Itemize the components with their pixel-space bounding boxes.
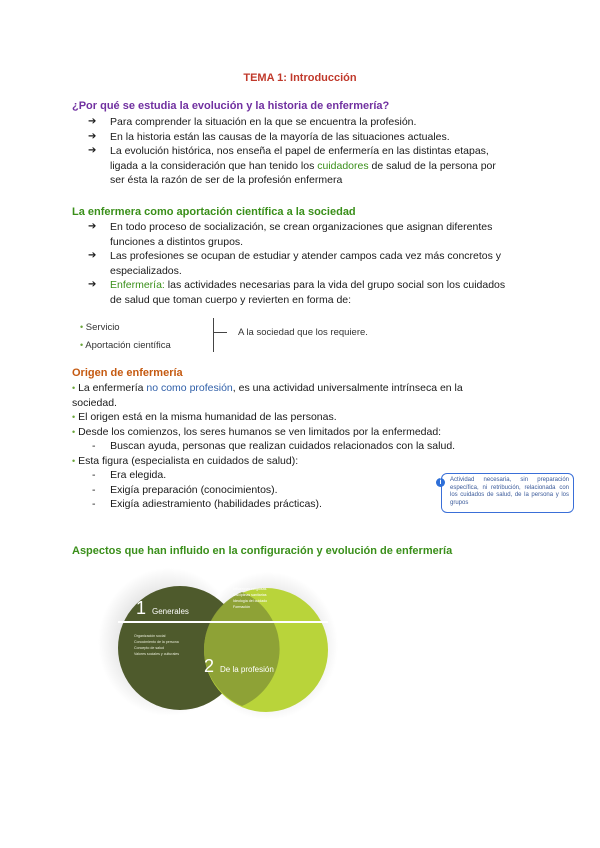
bullet-icon: • xyxy=(80,322,84,332)
generales-number: 1 xyxy=(136,598,147,618)
section1-list xyxy=(88,115,528,188)
enfermeria-term: Enfermería: xyxy=(110,279,165,291)
list-item: ➔ Las profesiones se ocupan de estudiar y atender campos cada vez más concretos y especializados. xyxy=(88,250,502,277)
section4-heading: Aspectos que han influido en la configuración y evolución de enfermería xyxy=(72,545,453,557)
arrow-icon: ➔ xyxy=(88,130,97,142)
list-item: Influencias religiosas xyxy=(233,587,267,591)
info-icon[interactable]: i xyxy=(436,478,445,487)
generales-label: Generales xyxy=(152,607,189,616)
section3-heading: Origen de enfermería xyxy=(72,367,183,379)
cuidadores-link: cuidadores xyxy=(317,159,369,172)
paragraph: • Esta figura (especialista en cuidados de salud): xyxy=(72,454,299,467)
paragraph: • Desde los comienzos, los seres humanos se ven limitados por la enfermedad: xyxy=(72,425,442,438)
list-item: ➔ Para comprender la situación en la que se encuentra la profesión. xyxy=(88,116,417,128)
arrow-icon: ➔ xyxy=(88,116,97,127)
arrow-icon: ➔ xyxy=(88,221,97,232)
list-item: ➔ En la historia están las causas de la mayoría de las situaciones actuales. xyxy=(88,130,450,143)
page-title: TEMA 1: Introducción xyxy=(243,72,357,84)
list-item: ➔ Enfermería: las actividades necesarias para la vida del grupo social son los cuidados de salud que toman cuerpo y revierten en forma de: xyxy=(88,279,506,306)
comment-callout[interactable]: Actividad necesaria, sin preparación específica, ni retribución, relacionada con los cuidados de salud, de la persona y los grupos xyxy=(441,473,574,513)
bullet-icon: • xyxy=(72,455,76,466)
list-item: ➔ En todo proceso de socialización, se crean organizaciones que asignan diferentes funciones a distintos grupos. xyxy=(88,221,493,248)
arrow-icon: ➔ xyxy=(88,279,97,290)
bracket-text: A la sociedad que los requiere. xyxy=(238,327,368,338)
arrow-icon: ➔ xyxy=(88,145,97,156)
list-item: Disciplinas sanitarias xyxy=(233,593,267,597)
list-item: ➔ La evolución histórica, nos enseña el papel de enfermería en las distintas etapas, ligada a la consideración que han tenido los cuidadores de salud de la persona por ser ésta la razón de ser de la profesión enfermera xyxy=(88,145,496,186)
bracket xyxy=(213,318,228,352)
sub-item: - Exigía adiestramiento (habilidades prácticas). xyxy=(92,498,322,510)
sub-item: - Era elegida. xyxy=(92,469,167,481)
arrow-icon: ➔ xyxy=(88,250,97,261)
sub-item: - Exigía preparación (conocimientos). xyxy=(92,483,278,496)
aspects-diagram xyxy=(96,568,340,724)
paragraph: • La enfermería no como profesión, es una actividad universalmente intrínseca en la sociedad. xyxy=(72,382,463,409)
bullet-icon: • xyxy=(72,383,76,393)
profesion-label: De la profesión xyxy=(220,665,274,674)
paragraph: • El origen está en la misma humanidad de las personas. xyxy=(72,411,337,423)
section2-list xyxy=(88,220,538,307)
section2-heading: La enfermera como aportación científica a la sociedad xyxy=(72,206,356,218)
bullet-icon: • xyxy=(80,340,84,350)
list-item: Formación xyxy=(233,605,250,609)
section1-heading: ¿Por qué se estudia la evolución y la historia de enfermería? xyxy=(72,100,390,112)
bullet-icon: • xyxy=(72,426,76,437)
service-item: • Servicio xyxy=(80,322,120,333)
profesion-number: 2 xyxy=(204,656,215,676)
list-item: Valores sociales y culturales xyxy=(134,652,180,656)
list-item: Conocimiento de la persona xyxy=(134,640,179,644)
bullet-icon: • xyxy=(72,412,76,422)
list-item: Concepto de salud xyxy=(134,646,164,650)
no-profesion-link: no como profesión xyxy=(146,382,233,394)
service-item: • Aportación científica xyxy=(80,340,171,351)
bracket-arm xyxy=(213,332,227,333)
list-item: Organización social xyxy=(134,634,166,638)
list-item: Ideología del cuidado xyxy=(233,599,268,603)
sub-item: - Buscan ayuda, personas que realizan cuidados relacionados con la salud. xyxy=(92,440,456,452)
